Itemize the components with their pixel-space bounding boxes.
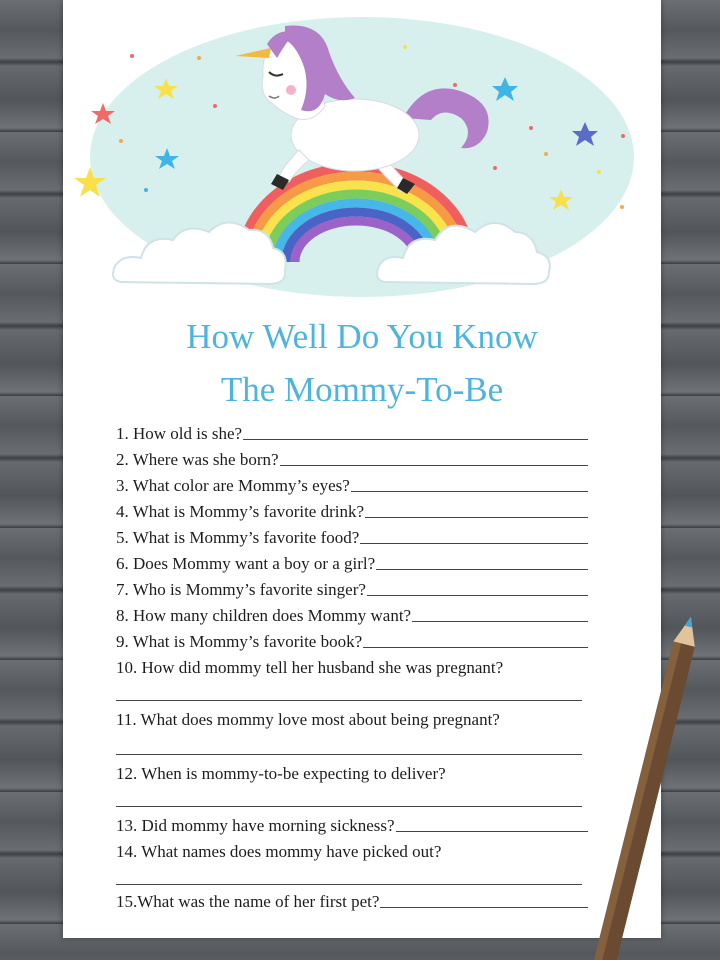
title-line-2: The Mommy-To-Be (220, 370, 504, 409)
question-10 (116, 654, 588, 678)
question-text: 13. Did mommy have morning sickness? (116, 816, 395, 835)
question-5 (116, 524, 588, 548)
pencil-icon (580, 610, 720, 960)
question-8 (116, 602, 588, 626)
question-4 (116, 498, 588, 522)
question-13 (116, 812, 588, 836)
question-text: 5. What is Mommy’s favorite food? (116, 528, 360, 547)
question-1 (116, 420, 588, 444)
question-text: 14. What names does mommy have picked out? (116, 842, 442, 861)
answer-line[interactable] (412, 621, 588, 622)
answer-line[interactable] (280, 465, 588, 466)
answer-line[interactable] (380, 907, 588, 908)
title-line-1: How Well Do You Know (186, 317, 538, 356)
answer-line[interactable] (116, 754, 582, 755)
header-illustration (63, 0, 661, 310)
question-6 (116, 550, 588, 574)
question-text: 15.What was the name of her first pet? (116, 892, 380, 911)
question-7 (116, 576, 588, 600)
game-sheet (63, 0, 661, 938)
answer-line[interactable] (360, 543, 588, 544)
question-text: 2. Where was she born? (116, 450, 279, 469)
answer-line[interactable] (376, 569, 588, 570)
answer-line[interactable] (351, 491, 588, 492)
answer-line[interactable] (367, 595, 588, 596)
question-15 (116, 888, 588, 912)
question-3 (116, 472, 588, 496)
question-text: 8. How many children does Mommy want? (116, 606, 412, 625)
question-text: 7. Who is Mommy’s favorite singer? (116, 580, 366, 599)
question-9 (116, 628, 588, 652)
answer-line[interactable] (116, 884, 582, 885)
question-14 (116, 838, 588, 862)
answer-line[interactable] (396, 831, 588, 832)
answer-line[interactable] (116, 806, 582, 807)
question-text: 11. What does mommy love most about being pregnant? (116, 710, 500, 729)
question-text: 10. How did mommy tell her husband she was pregnant? (116, 658, 504, 677)
question-11 (116, 706, 588, 730)
question-text: 6. Does Mommy want a boy or a girl? (116, 554, 376, 573)
question-text: 12. When is mommy-to-be expecting to deliver? (116, 764, 446, 783)
answer-line[interactable] (116, 700, 582, 701)
question-text: 1. How old is she? (116, 424, 243, 443)
question-12 (116, 760, 588, 784)
answer-line[interactable] (363, 647, 588, 648)
question-text: 4. What is Mommy’s favorite drink? (116, 502, 365, 521)
answer-line[interactable] (365, 517, 588, 518)
question-text: 9. What is Mommy’s favorite book? (116, 632, 363, 651)
question-2 (116, 446, 588, 470)
question-text: 3. What color are Mommy’s eyes? (116, 476, 350, 495)
answer-line[interactable] (243, 439, 588, 440)
